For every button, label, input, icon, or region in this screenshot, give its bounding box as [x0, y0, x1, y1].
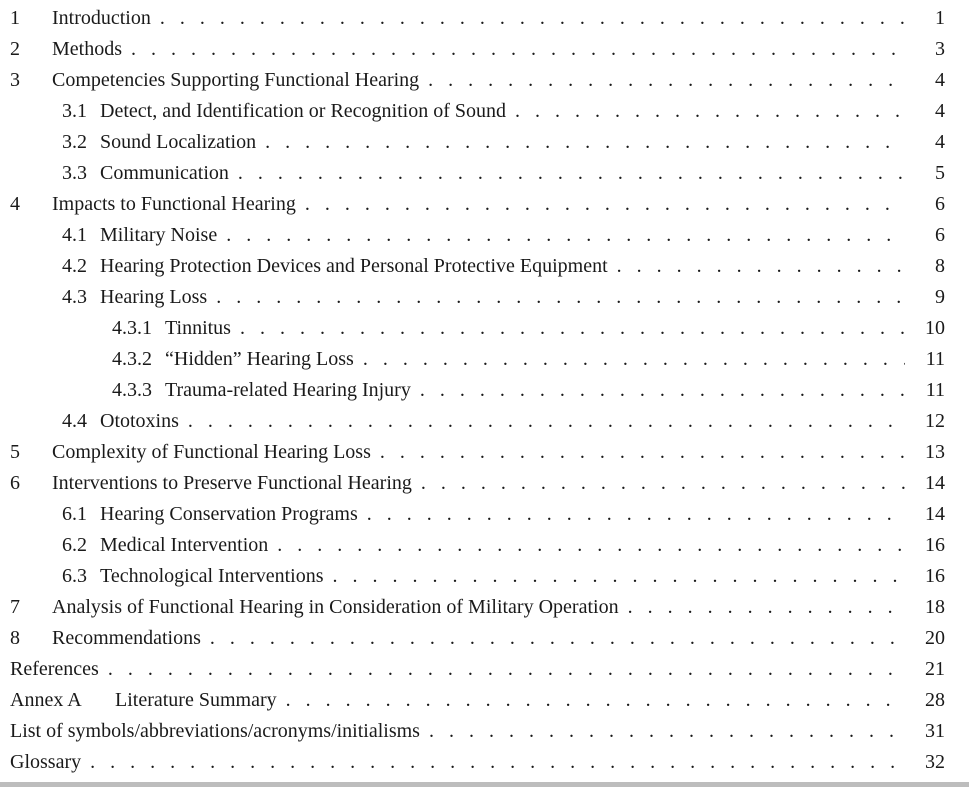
toc-entry	[10, 747, 945, 778]
entry-title: Literature Summary	[115, 689, 277, 711]
entry-page: 13	[925, 441, 945, 463]
leader-dots	[286, 685, 905, 716]
entry-title: Medical Intervention	[100, 534, 269, 556]
entry-page: 11	[925, 348, 945, 370]
entry-number: 4	[10, 193, 20, 215]
entry-title: Competencies Supporting Functional Hearing	[52, 69, 420, 91]
toc-entry	[10, 685, 945, 716]
leader-dots	[428, 65, 905, 96]
entry-page: 6	[935, 193, 945, 215]
entry-number: 5	[10, 441, 20, 463]
entry-title: Glossary	[10, 751, 82, 773]
entry-title: Hearing Loss	[100, 286, 208, 308]
leader-dots	[380, 437, 905, 468]
toc-entry	[10, 468, 945, 499]
entry-title: Communication	[100, 162, 229, 184]
entry-number: 6.2	[62, 534, 87, 556]
entry-number: 3	[10, 69, 20, 91]
toc-entry	[10, 437, 945, 468]
entry-page: 14	[925, 503, 945, 525]
entry-page: 5	[935, 162, 945, 184]
entry-number: 6.1	[62, 503, 87, 525]
leader-dots	[363, 344, 905, 375]
toc-entry	[10, 716, 945, 747]
entry-title: Military Noise	[100, 224, 218, 246]
leader-dots	[421, 468, 905, 499]
entry-number: 2	[10, 38, 20, 60]
entry-title: Tinnitus	[165, 317, 231, 339]
leader-dots	[429, 716, 905, 747]
entry-page: 6	[935, 224, 945, 246]
entry-title: Trauma-related Hearing Injury	[165, 379, 411, 401]
entry-title: Hearing Protection Devices and Personal Protective Equipment	[100, 255, 608, 277]
entry-page: 11	[925, 379, 945, 401]
toc-entry	[10, 623, 945, 654]
leader-dots	[108, 654, 905, 685]
entry-title: Introduction	[52, 7, 151, 29]
toc-entry	[10, 592, 945, 623]
toc-entry	[10, 189, 945, 220]
entry-page: 4	[935, 69, 945, 91]
entry-title: Analysis of Functional Hearing in Consideration of Military Operation	[52, 596, 619, 618]
leader-dots	[305, 189, 905, 220]
entry-title: Complexity of Functional Hearing Loss	[52, 441, 371, 463]
entry-number: 4.3.2	[112, 348, 152, 370]
leader-dots	[131, 34, 905, 65]
toc-entry	[10, 158, 945, 189]
entry-page: 12	[925, 410, 945, 432]
entry-number: 3.1	[62, 100, 87, 122]
entry-title: Impacts to Functional Hearing	[52, 193, 296, 215]
toc-entry	[10, 375, 945, 406]
leader-dots	[333, 561, 905, 592]
entry-title: Sound Localization	[100, 131, 257, 153]
entry-number: 4.1	[62, 224, 87, 246]
toc-entry	[10, 34, 945, 65]
entry-number: 6	[10, 472, 20, 494]
toc-entry	[10, 344, 945, 375]
toc-entry	[10, 96, 945, 127]
toc-entry	[10, 65, 945, 96]
entry-page: 9	[935, 286, 945, 308]
entry-page: 28	[925, 689, 945, 711]
leader-dots	[90, 747, 905, 778]
entry-page: 20	[925, 627, 945, 649]
entry-title: References	[10, 658, 99, 680]
leader-dots	[277, 530, 905, 561]
entry-number: 4.2	[62, 255, 87, 277]
toc-entry	[10, 127, 945, 158]
leader-dots	[160, 3, 905, 34]
entry-number: 4.4	[62, 410, 87, 432]
leader-dots	[420, 375, 905, 406]
entry-page: 8	[935, 255, 945, 277]
entry-number: 3.3	[62, 162, 87, 184]
toc-entry	[10, 530, 945, 561]
toc-entry	[10, 406, 945, 437]
page-bottom-edge	[0, 782, 969, 787]
entry-number: 6.3	[62, 565, 87, 587]
entry-title: Ototoxins	[100, 410, 179, 432]
leader-dots	[216, 282, 905, 313]
entry-page: 16	[925, 534, 945, 556]
entry-number: 3.2	[62, 131, 87, 153]
leader-dots	[628, 592, 905, 623]
entry-title: Hearing Conservation Programs	[100, 503, 358, 525]
toc-entry	[10, 654, 945, 685]
leader-dots	[617, 251, 905, 282]
toc-entry	[10, 282, 945, 313]
entry-number: 7	[10, 596, 20, 618]
entry-number: 8	[10, 627, 20, 649]
entry-page: 18	[925, 596, 945, 618]
toc-entry	[10, 3, 945, 34]
toc-entry	[10, 313, 945, 344]
entry-title: List of symbols/abbreviations/acronyms/initialisms	[10, 720, 420, 742]
entry-title: Recommendations	[52, 627, 201, 649]
leader-dots	[210, 623, 905, 654]
leader-dots	[238, 158, 905, 189]
leader-dots	[265, 127, 905, 158]
toc-entry	[10, 251, 945, 282]
entry-page: 4	[935, 100, 945, 122]
leader-dots	[226, 220, 905, 251]
entry-title: Methods	[52, 38, 122, 60]
toc-entry	[10, 220, 945, 251]
entry-page: 21	[925, 658, 945, 680]
entry-page: 14	[925, 472, 945, 494]
toc-entry	[10, 499, 945, 530]
leader-dots	[240, 313, 905, 344]
entry-title: Detect, and Identification or Recognition of Sound	[100, 100, 507, 122]
entry-number: 4.3.1	[112, 317, 152, 339]
entry-page: 16	[925, 565, 945, 587]
leader-dots	[367, 499, 905, 530]
entry-number: Annex A	[10, 689, 82, 711]
entry-title: Technological Interventions	[100, 565, 324, 587]
toc-entry	[10, 561, 945, 592]
table-of-contents	[10, 3, 945, 778]
entry-page: 4	[935, 131, 945, 153]
entry-page: 32	[925, 751, 945, 773]
leader-dots	[188, 406, 905, 437]
entry-page: 10	[925, 317, 945, 339]
leader-dots	[515, 96, 905, 127]
entry-page: 31	[925, 720, 945, 742]
entry-title: Interventions to Preserve Functional Hearing	[52, 472, 412, 494]
entry-number: 1	[10, 7, 20, 29]
entry-title: “Hidden” Hearing Loss	[165, 348, 354, 370]
entry-number: 4.3	[62, 286, 87, 308]
entry-number: 4.3.3	[112, 379, 152, 401]
entry-page: 3	[935, 38, 945, 60]
entry-page: 1	[935, 7, 945, 29]
